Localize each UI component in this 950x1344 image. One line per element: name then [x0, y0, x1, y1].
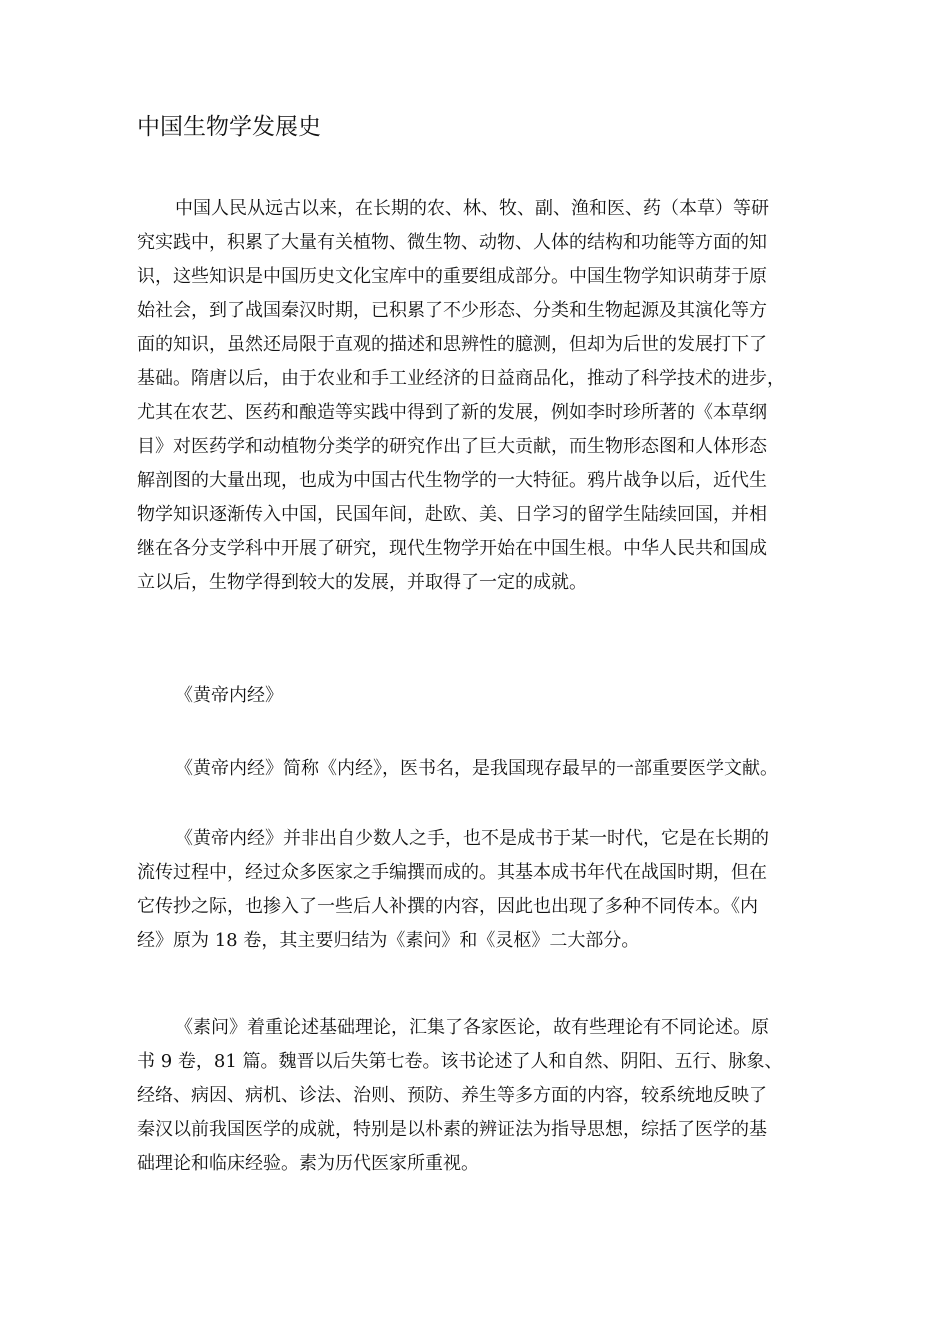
paragraph-line: 《黄帝内经》简称《内经》，医书名，是我国现存最早的一部重要医学文献。 — [175, 758, 778, 779]
paragraph-line: 经》原为 18 卷，其主要归结为《素问》和《灵枢》二大部分。 — [137, 930, 640, 951]
paragraph-line: 《素问》着重论述基础理论，汇集了各家医论，故有些理论有不同论述。原 — [175, 1017, 769, 1038]
paragraph-line: 立以后，生物学得到较大的发展，并取得了一定的成就。 — [137, 572, 587, 593]
paragraph-line: 《黄帝内经》并非出自少数人之手，也不是成书于某一时代，它是在长期的 — [175, 828, 769, 849]
section-heading-line: 《黄帝内经》 — [175, 685, 283, 706]
paragraph-line: 识，这些知识是中国历史文化宝库中的重要组成部分。中国生物学知识萌芽于原 — [137, 266, 767, 287]
paragraph-neijing-origin — [137, 822, 837, 958]
paragraph-line: 究实践中，积累了大量有关植物、微生物、动物、人体的结构和功能等方面的知 — [137, 232, 767, 253]
paragraph-line: 础理论和临床经验。素为历代医家所重视。 — [137, 1153, 479, 1174]
paragraph-line: 尤其在农艺、医药和酿造等实践中得到了新的发展，例如李时珍所著的《本草纲 — [137, 402, 767, 423]
paragraph-line: 它传抄之际，也掺入了一些后人补撰的内容，因此也出现了多种不同传本。《内 — [137, 896, 758, 917]
paragraph-line: 继在各分支学科中开展了研究，现代生物学开始在中国生根。中华人民共和国成 — [137, 538, 767, 559]
paragraph-line: 经络、病因、病机、诊法、治则、预防、养生等多方面的内容，较系统地反映了 — [137, 1085, 767, 1106]
paragraph-intro — [137, 192, 837, 600]
paragraph-line: 书 9 卷，81 篇。魏晋以后失第七卷。该书论述了人和自然、阴阳、五行、脉象、 — [137, 1051, 783, 1072]
paragraph-line: 秦汉以前我国医学的成就，特别是以朴素的辨证法为指导思想，综括了医学的基 — [137, 1119, 767, 1140]
paragraph-neijing-summary — [137, 752, 837, 786]
paragraph-line: 解剖图的大量出现，也成为中国古代生物学的一大特征。鸦片战争以后，近代生 — [137, 470, 767, 491]
page-title: 中国生物学发展史 — [137, 114, 321, 140]
paragraph-suwen — [137, 1011, 837, 1181]
paragraph-line: 基础。隋唐以后，由于农业和手工业经济的日益商品化，推动了科学技术的进步， — [137, 368, 785, 389]
section-heading-huangdi-neijing — [137, 679, 837, 713]
paragraph-line: 目》对医药学和动植物分类学的研究作出了巨大贡献，而生物形态图和人体形态 — [137, 436, 767, 457]
paragraph-line: 中国人民从远古以来，在长期的农、林、牧、副、渔和医、药（本草）等研 — [175, 198, 769, 219]
paragraph-line: 面的知识，虽然还局限于直观的描述和思辨性的臆测，但却为后世的发展打下了 — [137, 334, 767, 355]
paragraph-line: 物学知识逐渐传入中国，民国年间，赴欧、美、日学习的留学生陆续回国，并相 — [137, 504, 767, 525]
paragraph-line: 流传过程中，经过众多医家之手编撰而成的。其基本成书年代在战国时期，但在 — [137, 862, 767, 883]
paragraph-line: 始社会，到了战国秦汉时期，已积累了不少形态、分类和生物起源及其演化等方 — [137, 300, 767, 321]
